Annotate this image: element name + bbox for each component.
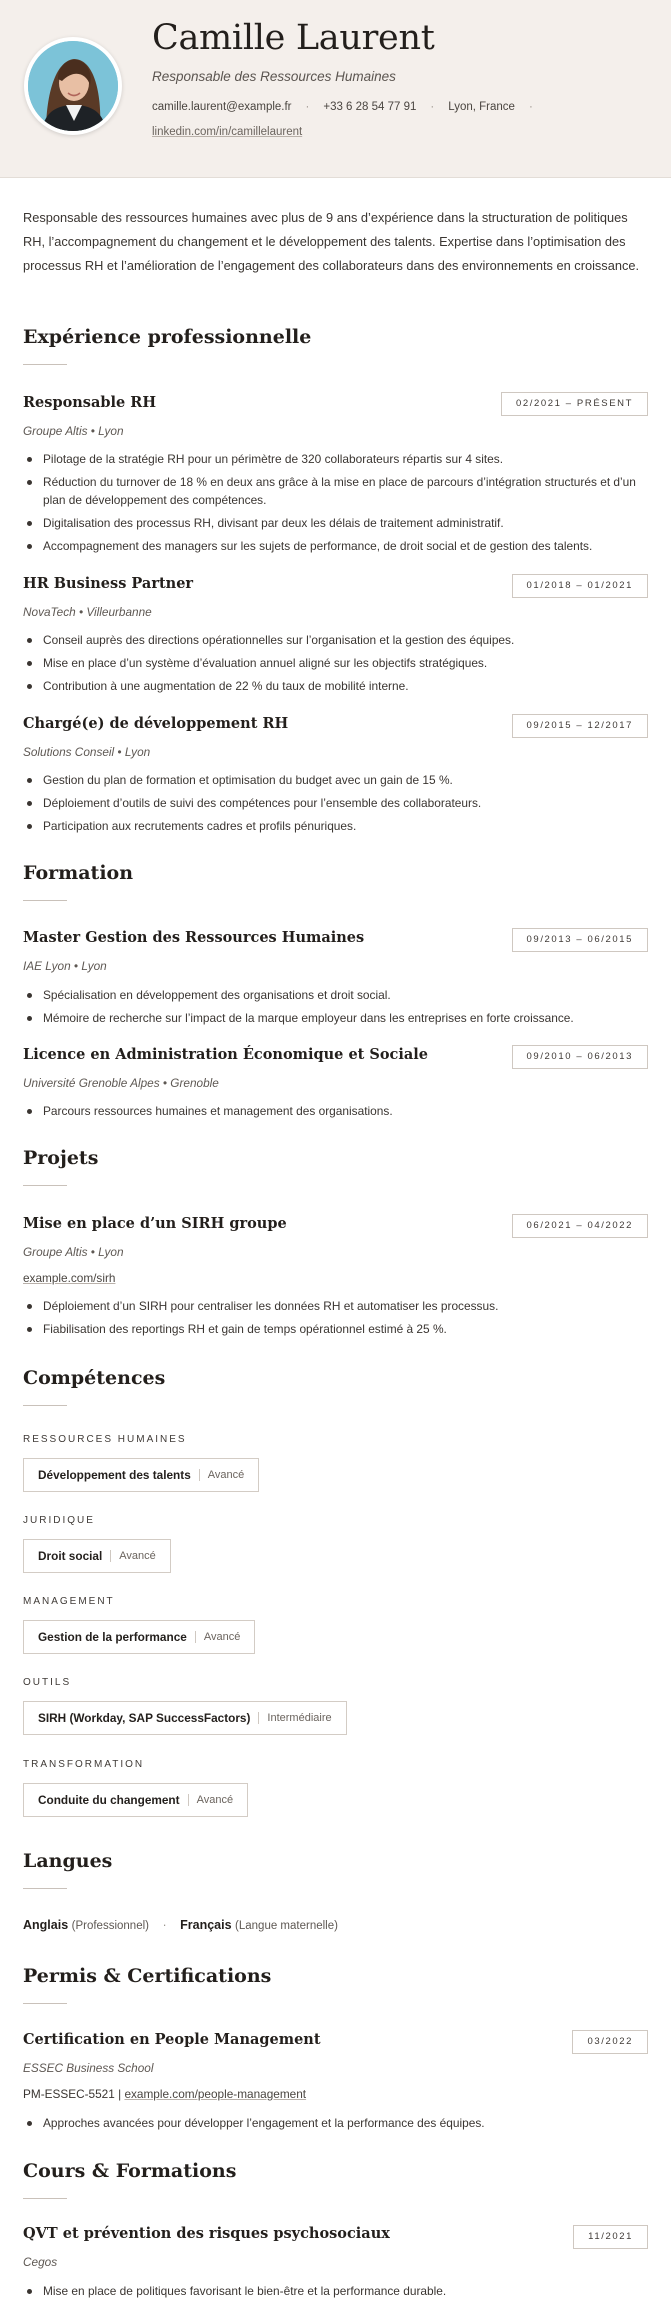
project-bullets [23, 1297, 648, 1343]
contact-separator: · [305, 101, 310, 113]
profile-summary: Responsable des ressources humaines avec plus de 9 ans d’expérience dans la structuration de politiques RH, l’accompagnement du changement et le développement des talents. Expertise dans l’optimisation des processus RH et l’amélioration de l’engagement des collaborateurs dans des environnements en croissance. [23, 210, 640, 273]
course-name: QVT et prévention des risques psychosociaux [23, 2225, 390, 2242]
course-provider: Cegos [23, 2255, 58, 2269]
list-item: Conseil auprès des directions opérationnelles sur l’organisation et la gestion des équipes. [23, 631, 648, 649]
education-degree: Master Gestion des Ressources Humaines [23, 929, 365, 946]
date-badge: 03/2022 [572, 2030, 648, 2054]
experience-role: Responsable RH [23, 394, 157, 411]
project-link[interactable]: example.com/sirh [23, 1271, 116, 1285]
skill-tag [23, 1620, 255, 1654]
skill-name: Conduite du changement [38, 1793, 180, 1807]
certification-id: PM-ESSEC-5521 [23, 2087, 115, 2101]
language-name: Anglais [23, 1918, 69, 1932]
section-title-experience: Expérience professionnelle [23, 326, 312, 348]
list-item: Participation aux recrutements cadres et profils pénuriques. [23, 817, 648, 835]
profile-photo [28, 41, 118, 131]
skill-tag [23, 1458, 259, 1492]
skill-level: Intermédiaire [267, 1712, 332, 1724]
list-item: Parcours ressources humaines et management des organisations. [23, 1102, 648, 1120]
date-badge: 01/2018 – 01/2021 [512, 574, 648, 598]
experience-bullets [23, 631, 648, 700]
list-item: Mémoire de recherche sur l’impact de la marque employeur dans les entreprises en forte croissance. [23, 1009, 648, 1027]
skill-level: Avancé [203, 1631, 241, 1643]
list-item: Déploiement d’un SIRH pour centraliser les données RH et automatiser les processus. [23, 1297, 648, 1315]
education-school: Université Grenoble Alpes • Grenoble [23, 1076, 219, 1090]
contact-separator: · [528, 101, 533, 113]
list-item: Réduction du turnover de 18 % en deux ans grâce à la mise en place de parcours d’intégration structurés et d’un plan de développement des compétences. [23, 473, 648, 509]
skill-category: JURIDIQUE [23, 1515, 95, 1526]
section-divider [23, 1888, 67, 1889]
list-item: Spécialisation en développement des organisations et droit social. [23, 986, 648, 1004]
date-badge: 09/2013 – 06/2015 [512, 928, 648, 952]
certification-issuer: ESSEC Business School [23, 2061, 154, 2075]
section-title-certifications: Permis & Certifications [23, 1965, 272, 1987]
certification-link[interactable]: example.com/people-management [124, 2087, 307, 2101]
section-title-skills: Compétences [23, 1367, 166, 1389]
language-separator: · [162, 1918, 167, 1932]
skill-category: RESSOURCES HUMAINES [23, 1434, 187, 1445]
list-item: Gestion du plan de formation et optimisation du budget avec un gain de 15 %. [23, 771, 648, 789]
skill-name: Gestion de la performance [38, 1630, 187, 1644]
section-divider [23, 2198, 67, 2199]
resume-header [0, 0, 671, 178]
experience-bullets [23, 450, 648, 560]
list-item: Mise en place de politiques favorisant le bien-être et la performance durable. [23, 2282, 648, 2300]
date-badge: 09/2015 – 12/2017 [512, 714, 648, 738]
skill-level: Avancé [196, 1794, 234, 1806]
section-title-education: Formation [23, 862, 134, 884]
candidate-headline: Responsable des Ressources Humaines [152, 69, 396, 84]
date-badge: 11/2021 [573, 2225, 648, 2249]
list-item: Mise en place d’un système d’évaluation annuel aligné sur les objectifs stratégiques. [23, 654, 648, 672]
education-bullets [23, 1102, 648, 1125]
list-item: Accompagnement des managers sur les sujets de performance, de droit social et de gestion des talents. [23, 537, 648, 555]
education-school: IAE Lyon • Lyon [23, 959, 107, 973]
skill-divider [195, 1631, 196, 1643]
experience-company: Groupe Altis • Lyon [23, 424, 124, 438]
section-title-languages: Langues [23, 1850, 113, 1872]
experience-role: Chargé(e) de développement RH [23, 715, 289, 732]
section-title-projects: Projets [23, 1147, 99, 1169]
experience-company: NovaTech • Villeurbanne [23, 605, 152, 619]
skill-level: Avancé [119, 1550, 156, 1562]
course-bullets [23, 2282, 648, 2305]
contact-row [152, 101, 547, 113]
skill-divider [188, 1794, 189, 1806]
date-badge: 09/2010 – 06/2013 [512, 1045, 648, 1069]
skill-name: Droit social [38, 1549, 103, 1563]
education-bullets [23, 986, 648, 1032]
experience-bullets [23, 771, 648, 840]
list-item: Digitalisation des processus RH, divisant par deux les délais de traitement administratif. [23, 514, 648, 532]
date-badge: 02/2021 – PRÉSENT [501, 392, 648, 416]
certification-credential [23, 2087, 306, 2101]
avatar [24, 37, 122, 135]
project-name: Mise en place d’un SIRH groupe [23, 1215, 287, 1232]
skill-divider [258, 1712, 259, 1724]
list-item: Fiabilisation des reportings RH et gain de temps opérationnel estimé à 25 %. [23, 1320, 648, 1338]
section-divider [23, 364, 67, 365]
languages-list [23, 1918, 338, 1932]
linkedin-link[interactable]: linkedin.com/in/camillelaurent [152, 126, 303, 138]
certification-name: Certification en People Management [23, 2031, 321, 2048]
experience-role: HR Business Partner [23, 575, 194, 592]
certification-bullets [23, 2114, 648, 2137]
list-item: Contribution à une augmentation de 22 % du taux de mobilité interne. [23, 677, 648, 695]
skill-tag [23, 1701, 347, 1735]
skill-tag [23, 1539, 171, 1573]
skill-tag [23, 1783, 248, 1817]
skill-category: TRANSFORMATION [23, 1759, 145, 1770]
list-item: Pilotage de la stratégie RH pour un périmètre de 320 collaborateurs répartis sur 4 sites. [23, 450, 648, 468]
section-divider [23, 900, 67, 901]
credential-separator: | [118, 2087, 122, 2101]
location-text: Lyon, France [448, 101, 515, 113]
language-level: (Langue maternelle) [235, 1920, 338, 1932]
skill-level: Avancé [207, 1469, 245, 1481]
email-link[interactable]: camille.laurent@example.fr [152, 101, 292, 113]
skill-name: SIRH (Workday, SAP SuccessFactors) [38, 1711, 251, 1725]
skill-divider [199, 1469, 200, 1481]
section-divider [23, 1185, 67, 1186]
date-badge: 06/2021 – 04/2022 [512, 1214, 648, 1238]
skill-category: MANAGEMENT [23, 1596, 115, 1607]
experience-company: Solutions Conseil • Lyon [23, 745, 151, 759]
education-degree: Licence en Administration Économique et Sociale [23, 1046, 429, 1063]
section-divider [23, 2003, 67, 2004]
section-divider [23, 1405, 67, 1406]
skill-divider [110, 1550, 111, 1562]
project-org: Groupe Altis • Lyon [23, 1245, 124, 1259]
contact-separator: · [430, 101, 435, 113]
list-item: Déploiement d’outils de suivi des compétences pour l’ensemble des collaborateurs. [23, 794, 648, 812]
skill-category: OUTILS [23, 1677, 72, 1688]
phone-link[interactable]: +33 6 28 54 77 91 [323, 101, 417, 113]
section-title-courses: Cours & Formations [23, 2160, 237, 2182]
language-name: Français [180, 1918, 232, 1932]
list-item: Approches avancées pour développer l’engagement et la performance des équipes. [23, 2114, 648, 2132]
skill-name: Développement des talents [38, 1468, 191, 1482]
candidate-name: Camille Laurent [152, 18, 435, 58]
language-level: (Professionnel) [71, 1920, 149, 1932]
